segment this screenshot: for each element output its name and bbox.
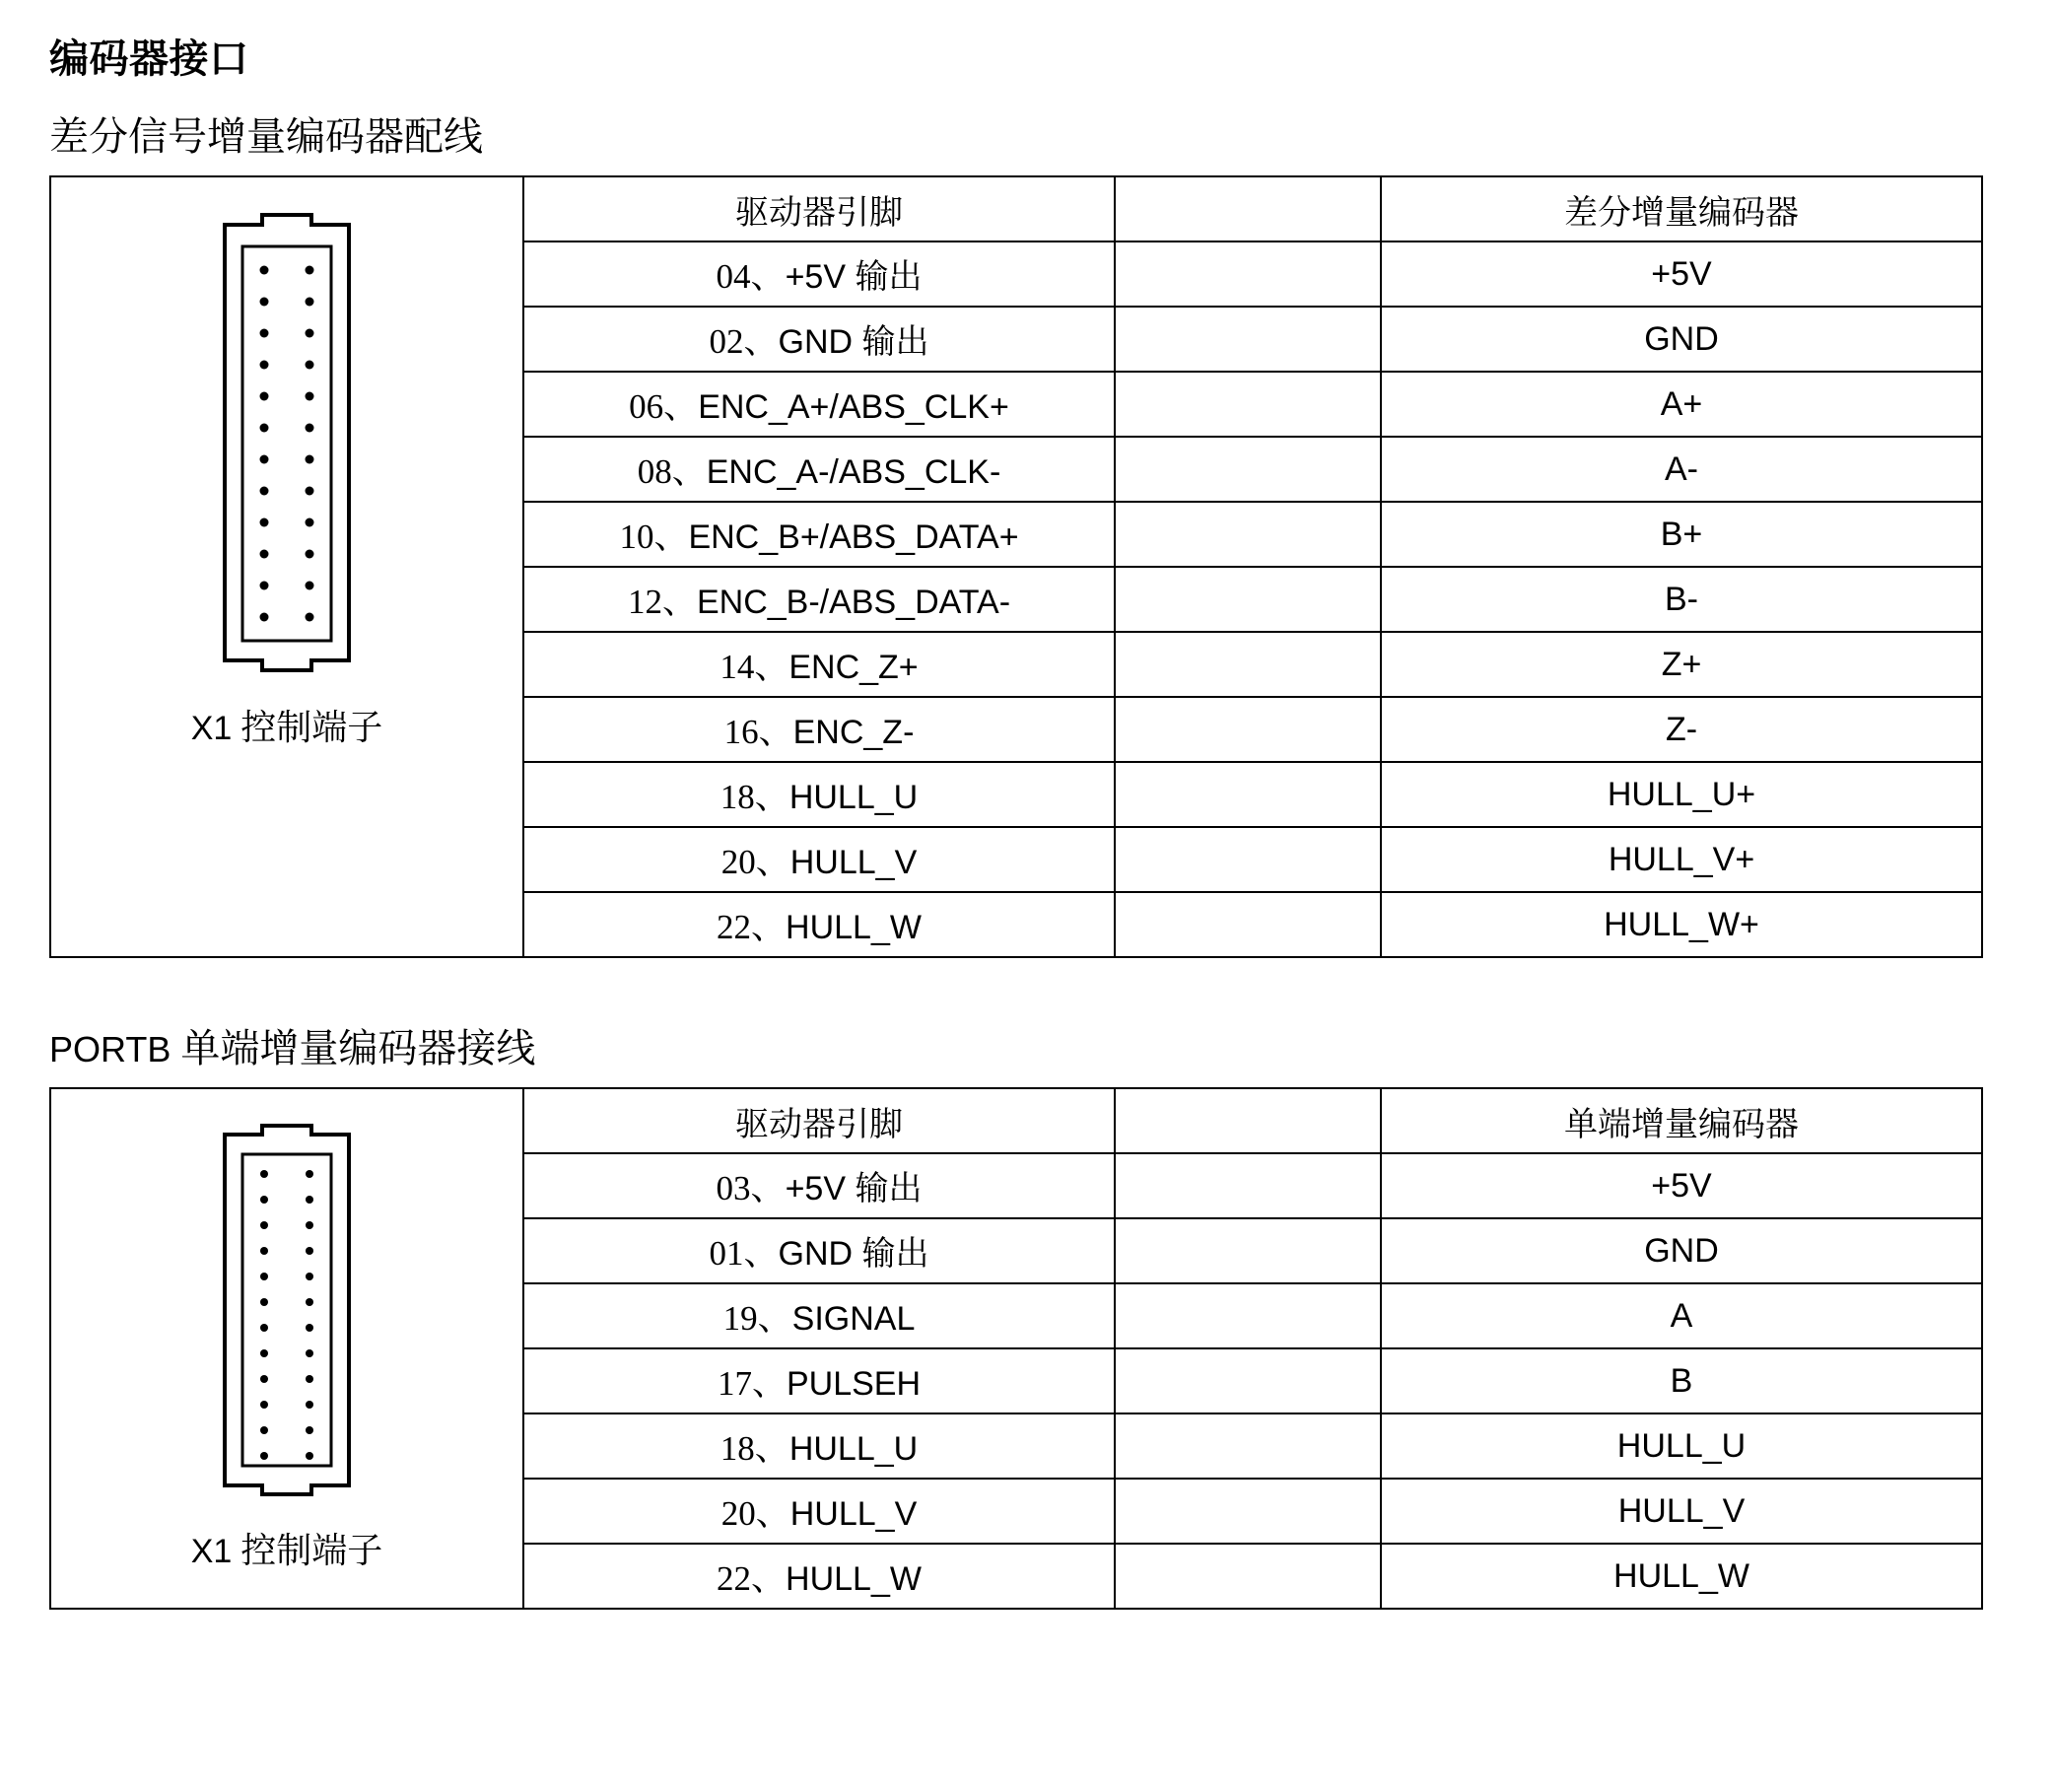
pin-cell — [523, 1544, 1115, 1609]
pin-signal: HULL_W — [786, 909, 922, 946]
connector-illustration-cell — [50, 1088, 523, 1609]
subtitle-single-ended-rest: 单端增量编码器接线 — [171, 1026, 536, 1070]
encoder-cell: A- — [1381, 437, 1982, 502]
encoder-cell: B+ — [1381, 502, 1982, 567]
pin-number: 18、 — [720, 1429, 789, 1468]
connector-label-text: 控制端子 — [240, 708, 383, 747]
differential-wiring-table — [49, 175, 1983, 958]
pin-signal: HULL_U — [788, 779, 919, 816]
pin-signal: GND 输出 — [778, 1235, 929, 1273]
connector-illustration-cell — [50, 176, 523, 957]
blank-cell — [1115, 892, 1381, 957]
pin-signal: GND 输出 — [778, 323, 929, 361]
pin-cell — [523, 241, 1115, 307]
pin-cell — [523, 307, 1115, 372]
pin-cell — [523, 1479, 1115, 1544]
blank-cell — [1115, 827, 1381, 892]
connector-label-text: 控制端子 — [240, 1531, 383, 1570]
encoder-cell: HULL_V — [1381, 1479, 1982, 1544]
pin-cell — [523, 697, 1115, 762]
pin-cell — [523, 1348, 1115, 1413]
pin-signal: +5V 输出 — [785, 258, 923, 296]
pin-number: 22、 — [717, 908, 787, 946]
connector-label — [191, 1523, 383, 1573]
pin-signal: HULL_V — [789, 844, 918, 881]
header-driver-pin: 驱动器引脚 — [523, 1088, 1115, 1153]
pin-signal: ENC_Z- — [792, 714, 915, 751]
blank-cell — [1115, 1348, 1381, 1413]
pin-number: 08、 — [637, 452, 707, 491]
encoder-cell: B- — [1381, 567, 1982, 632]
pin-cell — [523, 632, 1115, 697]
encoder-cell: +5V — [1381, 1153, 1982, 1218]
blank-cell — [1115, 1479, 1381, 1544]
pin-number: 02、 — [709, 322, 779, 361]
connector-label — [191, 700, 383, 750]
pin-cell — [523, 1413, 1115, 1479]
encoder-cell: Z- — [1381, 697, 1982, 762]
pin-number: 16、 — [723, 713, 793, 751]
pin-number: 03、 — [716, 1169, 786, 1207]
x1-connector-icon — [203, 211, 371, 674]
encoder-cell: HULL_W — [1381, 1544, 1982, 1609]
subtitle-single-ended — [49, 1017, 2007, 1073]
header-blank — [1115, 176, 1381, 241]
pin-signal: HULL_U — [788, 1430, 919, 1468]
encoder-cell: A+ — [1381, 372, 1982, 437]
pin-number: 17、 — [717, 1364, 787, 1403]
pin-cell — [523, 1283, 1115, 1348]
pin-number: 14、 — [720, 648, 789, 686]
table-row — [50, 176, 1982, 241]
pin-signal: SIGNAL — [791, 1300, 916, 1338]
table-row — [50, 1088, 1982, 1153]
pin-number: 20、 — [720, 843, 790, 881]
blank-cell — [1115, 567, 1381, 632]
blank-cell — [1115, 241, 1381, 307]
blank-cell — [1115, 697, 1381, 762]
blank-cell — [1115, 1218, 1381, 1283]
page-title: 编码器接口 — [49, 37, 249, 81]
pin-number: 19、 — [722, 1299, 792, 1338]
pin-signal: PULSEH — [786, 1365, 922, 1403]
pin-number: 04、 — [716, 257, 786, 296]
header-driver-pin: 驱动器引脚 — [523, 176, 1115, 241]
pin-signal: ENC_Z+ — [788, 649, 919, 686]
encoder-cell: HULL_V+ — [1381, 827, 1982, 892]
pin-cell — [523, 1153, 1115, 1218]
encoder-cell: GND — [1381, 307, 1982, 372]
header-blank — [1115, 1088, 1381, 1153]
connector-label-number: X1 — [190, 1533, 233, 1570]
pin-signal: +5V 输出 — [785, 1170, 923, 1207]
blank-cell — [1115, 437, 1381, 502]
pin-number: 22、 — [717, 1559, 787, 1598]
subtitle-differential: 差分信号增量编码器配线 — [49, 114, 483, 159]
pin-cell — [523, 437, 1115, 502]
subtitle-portb: PORTB — [49, 1029, 171, 1069]
blank-cell — [1115, 307, 1381, 372]
header-encoder: 单端增量编码器 — [1381, 1088, 1982, 1153]
blank-cell — [1115, 1544, 1381, 1609]
encoder-cell: GND — [1381, 1218, 1982, 1283]
pin-number: 18、 — [720, 778, 789, 816]
blank-cell — [1115, 1153, 1381, 1218]
pin-cell — [523, 502, 1115, 567]
encoder-cell: HULL_W+ — [1381, 892, 1982, 957]
encoder-cell: +5V — [1381, 241, 1982, 307]
connector-graphic — [51, 1089, 522, 1608]
x1-connector-icon — [203, 1123, 371, 1497]
pin-number: 01、 — [709, 1234, 779, 1273]
pin-cell — [523, 892, 1115, 957]
pin-signal: HULL_V — [789, 1495, 918, 1533]
pin-signal: ENC_A-/ABS_CLK- — [706, 453, 1001, 491]
pin-signal: HULL_W — [786, 1560, 922, 1598]
blank-cell — [1115, 502, 1381, 567]
blank-cell — [1115, 1413, 1381, 1479]
pin-cell — [523, 827, 1115, 892]
connector-label-number: X1 — [190, 710, 233, 747]
pin-number: 20、 — [720, 1494, 790, 1533]
header-encoder: 差分增量编码器 — [1381, 176, 1982, 241]
pin-cell — [523, 762, 1115, 827]
pin-cell — [523, 1218, 1115, 1283]
blank-cell — [1115, 372, 1381, 437]
pin-signal: ENC_A+/ABS_CLK+ — [698, 388, 1009, 426]
pin-number: 10、 — [619, 517, 689, 556]
encoder-cell: HULL_U — [1381, 1413, 1982, 1479]
pin-number: 06、 — [629, 387, 699, 426]
encoder-cell: Z+ — [1381, 632, 1982, 697]
section-spacer — [49, 958, 2007, 1017]
encoder-cell: A — [1381, 1283, 1982, 1348]
pin-signal: ENC_B-/ABS_DATA- — [696, 584, 1011, 621]
connector-graphic — [51, 177, 522, 956]
encoder-cell: B — [1381, 1348, 1982, 1413]
pin-cell — [523, 372, 1115, 437]
blank-cell — [1115, 762, 1381, 827]
blank-cell — [1115, 632, 1381, 697]
blank-cell — [1115, 1283, 1381, 1348]
single-ended-wiring-table — [49, 1087, 1983, 1610]
pin-signal: ENC_B+/ABS_DATA+ — [688, 518, 1019, 556]
pin-number: 12、 — [627, 583, 697, 621]
pin-cell — [523, 567, 1115, 632]
encoder-cell: HULL_U+ — [1381, 762, 1982, 827]
